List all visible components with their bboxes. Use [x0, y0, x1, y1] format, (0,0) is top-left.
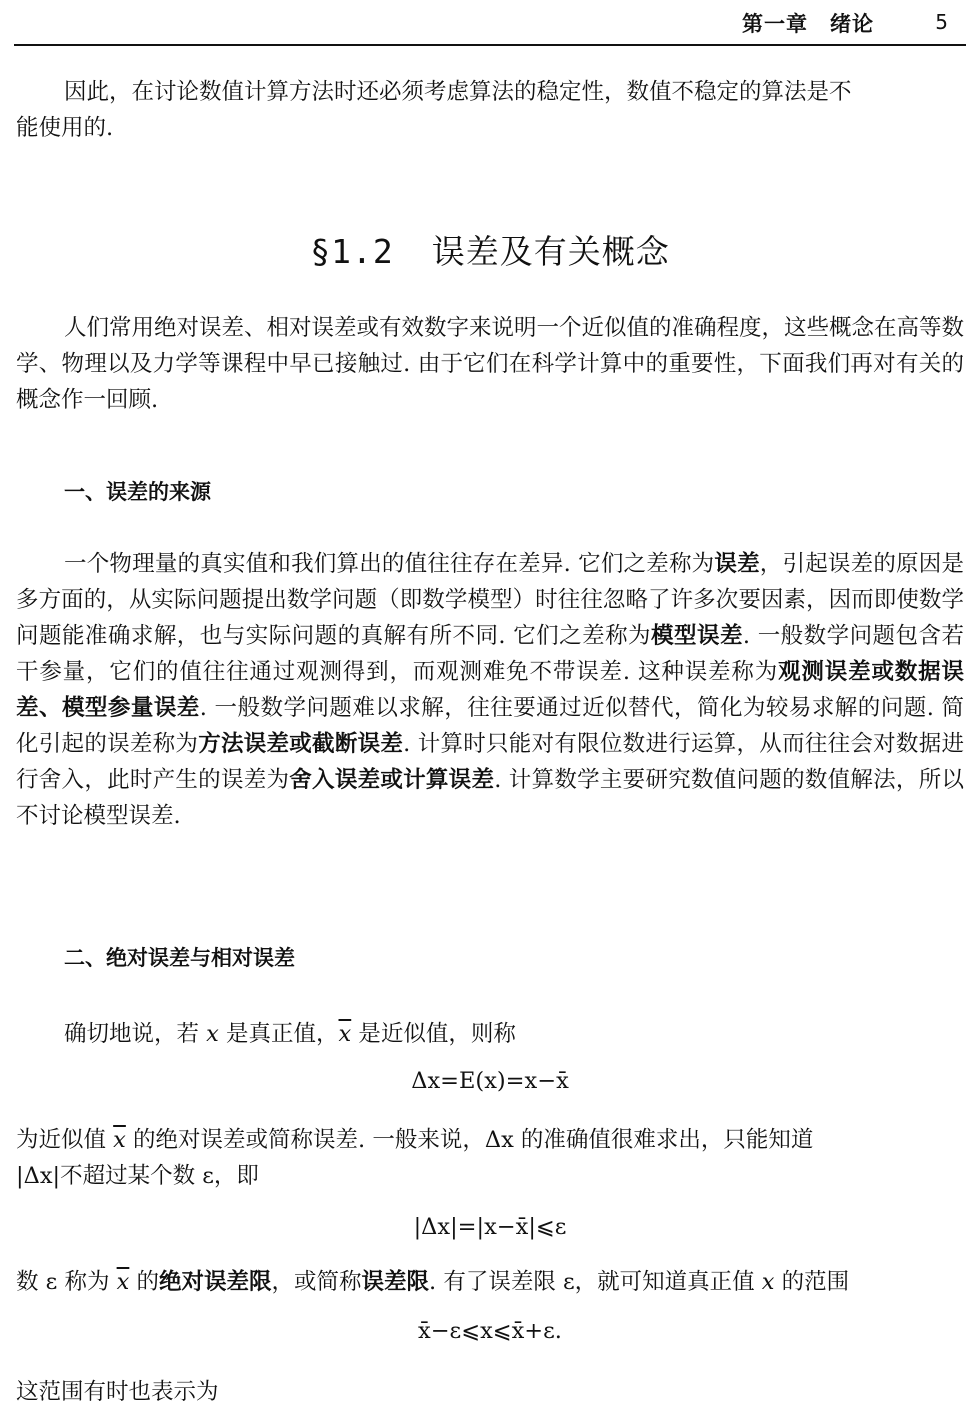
- text-run: 是真正值，: [218, 1021, 339, 1047]
- chapter-title: 第一章 绪论: [742, 12, 874, 36]
- section-heading: [0, 226, 980, 273]
- text-run: 的: [129, 1269, 159, 1295]
- equation-absolute-error: Δx=E(x)=x−x̄: [411, 1068, 569, 1094]
- text-run: . 一般数学问题难以求解，往往要通过近似替代，简化为较易求解的问题. 简化引起的误差称为: [16, 695, 964, 757]
- page-number: 5: [935, 10, 948, 34]
- text-run: . 计算时只能对有限位数进行运算，从而往往会对数据进行舍入，此时产生的误差为: [16, 731, 964, 793]
- text-run: . 一般数学问题包含若干参量，它们的值往往通过观测得到，而观测难免不带误差. 这种误差称为: [16, 623, 964, 685]
- var-x-bar: $\overline{x}$: [113, 1127, 126, 1153]
- intro-paragraph: [16, 74, 964, 146]
- text-run: 数 ε 称为: [16, 1269, 117, 1295]
- equation-range: x̄−ε⩽x⩽x̄+ε.: [418, 1318, 562, 1344]
- intro-line-1: 因此，在讨论数值计算方法时还必须考虑算法的稳定性，数值不稳定的算法是不: [64, 79, 852, 105]
- term-observation-error: 观测误差或数据误差、模型参量误差: [16, 659, 964, 721]
- text-run: 为近似值: [16, 1127, 114, 1153]
- range-paragraph: 这范围有时也表示为: [16, 1379, 219, 1405]
- intro-line-2: 能使用的.: [16, 115, 114, 141]
- text-run: 的范围: [774, 1269, 850, 1295]
- error-sources-paragraph: [16, 546, 964, 834]
- text-run: 是近似值，则称: [351, 1021, 516, 1047]
- term-model-error: 模型误差: [651, 623, 743, 649]
- text-run: 确切地说，若: [64, 1021, 207, 1047]
- section-title: 误差及有关概念: [431, 232, 670, 271]
- absolute-error-paragraph: [16, 1122, 964, 1194]
- section-number: §1.2: [310, 232, 394, 271]
- term-error: 误差: [714, 551, 760, 577]
- definition-paragraph: [16, 1016, 964, 1052]
- term-absolute-error-limit: 绝对误差限: [158, 1269, 272, 1295]
- subsection-2-heading: 二、绝对误差与相对误差: [64, 946, 295, 970]
- text-run: 的绝对误差或简称误差. 一般来说，Δx 的准确值很难求出，只能知道: [125, 1127, 814, 1153]
- text-run: ，引起误差的原因是多方面的，从实际问题提出数学问题（即数学模型）时往往忽略了许多次要因素，因而即使数学问题能准确求解，也与实际问题的真解有所不同. 它们之差称为: [16, 551, 964, 649]
- var-x: x: [761, 1269, 775, 1295]
- text-run: 一个物理量的真实值和我们算出的值往往存在差异. 它们之差称为: [64, 551, 715, 577]
- overview-paragraph: 人们常用绝对误差、相对误差或有效数字来说明一个近似值的准确程度，这些概念在高等数学、物理以及力学等课程中早已接触过. 由于它们在科学计算中的重要性，下面我们再对有关的概念作一回顾.: [16, 315, 965, 413]
- text-run: . 计算数学主要研究数值问题的数值解法，所以不讨论模型误差.: [16, 767, 964, 829]
- error-limit-paragraph: [16, 1264, 964, 1300]
- var-x-bar: $\overline{x}$: [338, 1021, 352, 1047]
- text-run: . 有了误差限 ε，就可知道真正值: [429, 1269, 762, 1295]
- term-error-limit: 误差限: [361, 1269, 430, 1295]
- running-header: [14, 0, 966, 46]
- var-x-bar: $\overline{x}$: [116, 1269, 130, 1295]
- equation-error-bound: |Δx|=|x−x̄|⩽ε: [413, 1214, 567, 1240]
- term-method-error: 方法误差或截断误差: [198, 731, 404, 757]
- text-run: |Δx|不超过某个数 ε，即: [16, 1163, 259, 1189]
- term-rounding-error: 舍入误差或计算误差: [289, 767, 495, 793]
- text-run: ，或简称: [271, 1269, 362, 1295]
- subsection-1-heading: 一、误差的来源: [64, 480, 211, 504]
- var-x: x: [206, 1021, 219, 1047]
